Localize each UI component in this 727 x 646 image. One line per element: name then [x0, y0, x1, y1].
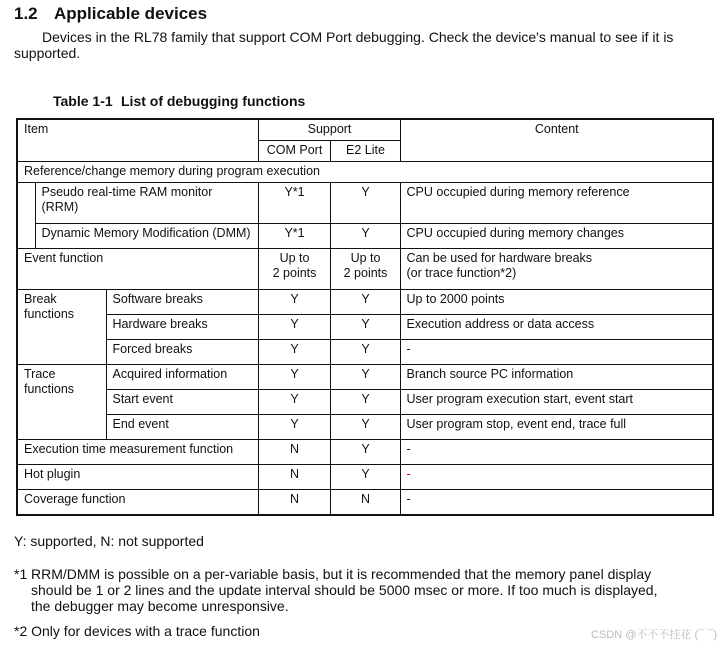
header-content: Content	[400, 119, 713, 162]
dmm-content: CPU occupied during memory changes	[400, 224, 713, 249]
legend-text: Y: supported, N: not supported	[14, 533, 204, 549]
event-e2	[330, 249, 400, 290]
footnote-1-line3: the debugger may become unresponsive.	[31, 598, 289, 614]
break-item: Software breaks	[106, 290, 258, 315]
table-row	[17, 440, 713, 465]
trace-com: Y	[258, 390, 330, 415]
break-e2: Y	[330, 340, 400, 365]
table-row	[17, 490, 713, 516]
dmm-item: Dynamic Memory Modification (DMM)	[35, 224, 258, 249]
dmm-e2: Y	[330, 224, 400, 249]
header-support: Support	[258, 119, 400, 141]
section-number: 1.2	[14, 4, 38, 23]
table-header-row	[17, 119, 713, 141]
table-row	[17, 249, 713, 290]
table-row	[17, 162, 713, 183]
break-com: Y	[258, 290, 330, 315]
break-content: -	[400, 340, 713, 365]
trace-content: User program execution start, event start	[400, 390, 713, 415]
break-content: Execution address or data access	[400, 315, 713, 340]
table-row	[17, 183, 713, 224]
hot-plugin-com: N	[258, 465, 330, 490]
break-item: Forced breaks	[106, 340, 258, 365]
trace-e2: Y	[330, 415, 400, 440]
rrm-e2: Y	[330, 183, 400, 224]
trace-content: Branch source PC information	[400, 365, 713, 390]
table-row	[17, 290, 713, 315]
exec-time-e2: Y	[330, 440, 400, 465]
rrm-com: Y*1	[258, 183, 330, 224]
table-row	[17, 340, 713, 365]
trace-group-label: Trace functions	[17, 365, 106, 440]
event-com-line1: Up to	[279, 251, 310, 265]
footnote-2: *2 Only for devices with a trace function	[14, 623, 260, 639]
coverage-item: Coverage function	[17, 490, 258, 516]
intro-paragraph: Devices in the RL78 family that support COM Port debugging. Check the device's manual to see if it is supported.	[14, 29, 674, 61]
table-row	[17, 224, 713, 249]
header-item: Item	[17, 119, 258, 162]
break-e2: Y	[330, 290, 400, 315]
table-row	[17, 390, 713, 415]
footnote-1	[14, 566, 704, 614]
trace-item: Acquired information	[106, 365, 258, 390]
event-content-line1: Can be used for hardware breaks	[406, 251, 593, 265]
break-com: Y	[258, 315, 330, 340]
table-row	[17, 365, 713, 390]
break-e2: Y	[330, 315, 400, 340]
header-com-port: COM Port	[258, 141, 330, 162]
trace-e2: Y	[330, 390, 400, 415]
dmm-com: Y*1	[258, 224, 330, 249]
header-e2-lite: E2 Lite	[330, 141, 400, 162]
coverage-content: -	[400, 490, 713, 516]
debug-functions-table	[16, 118, 714, 516]
watermark: CSDN @不不不挂花 (¯ ¯)	[591, 629, 717, 641]
trace-e2: Y	[330, 365, 400, 390]
coverage-com: N	[258, 490, 330, 516]
trace-com: Y	[258, 365, 330, 390]
event-e2-line2: 2 points	[343, 266, 388, 280]
table-title: List of debugging functions	[121, 93, 306, 109]
trace-item: Start event	[106, 390, 258, 415]
event-item: Event function	[17, 249, 258, 290]
break-com: Y	[258, 340, 330, 365]
trace-content: User program stop, event end, trace full	[400, 415, 713, 440]
trace-com: Y	[258, 415, 330, 440]
event-com	[258, 249, 330, 290]
event-content	[400, 249, 713, 290]
footnote-1-line1: RRM/DMM is possible on a per-variable basis, but it is recommended that the memory panel display	[31, 566, 652, 582]
footnote-1-line2: should be 1 or 2 lines and the update interval should be 5000 msec or more. If too much is displayed,	[31, 582, 658, 598]
section-title: Applicable devices	[54, 4, 208, 23]
table-row	[17, 415, 713, 440]
table-row	[17, 315, 713, 340]
indent-spacer	[17, 183, 35, 249]
trace-item: End event	[106, 415, 258, 440]
break-item: Hardware breaks	[106, 315, 258, 340]
exec-time-item: Execution time measurement function	[17, 440, 258, 465]
hot-plugin-item: Hot plugin	[17, 465, 258, 490]
hot-plugin-content: -	[400, 465, 713, 490]
table-number: Table 1-1	[53, 93, 113, 109]
event-e2-line1: Up to	[350, 251, 381, 265]
table-caption	[53, 93, 305, 109]
footnote-1-mark: *1	[14, 566, 28, 582]
break-content: Up to 2000 points	[400, 290, 713, 315]
break-group-label: Break functions	[17, 290, 106, 365]
exec-time-content: -	[400, 440, 713, 465]
exec-time-com: N	[258, 440, 330, 465]
event-content-line2: (or trace function*2)	[406, 266, 517, 280]
rrm-item: Pseudo real-time RAM monitor (RRM)	[35, 183, 258, 224]
rrm-content: CPU occupied during memory reference	[400, 183, 713, 224]
ref-change-title: Reference/change memory during program execution	[17, 162, 713, 183]
hot-plugin-e2: Y	[330, 465, 400, 490]
event-com-line2: 2 points	[272, 266, 317, 280]
coverage-e2: N	[330, 490, 400, 516]
table-row	[17, 465, 713, 490]
section-heading	[14, 4, 207, 24]
